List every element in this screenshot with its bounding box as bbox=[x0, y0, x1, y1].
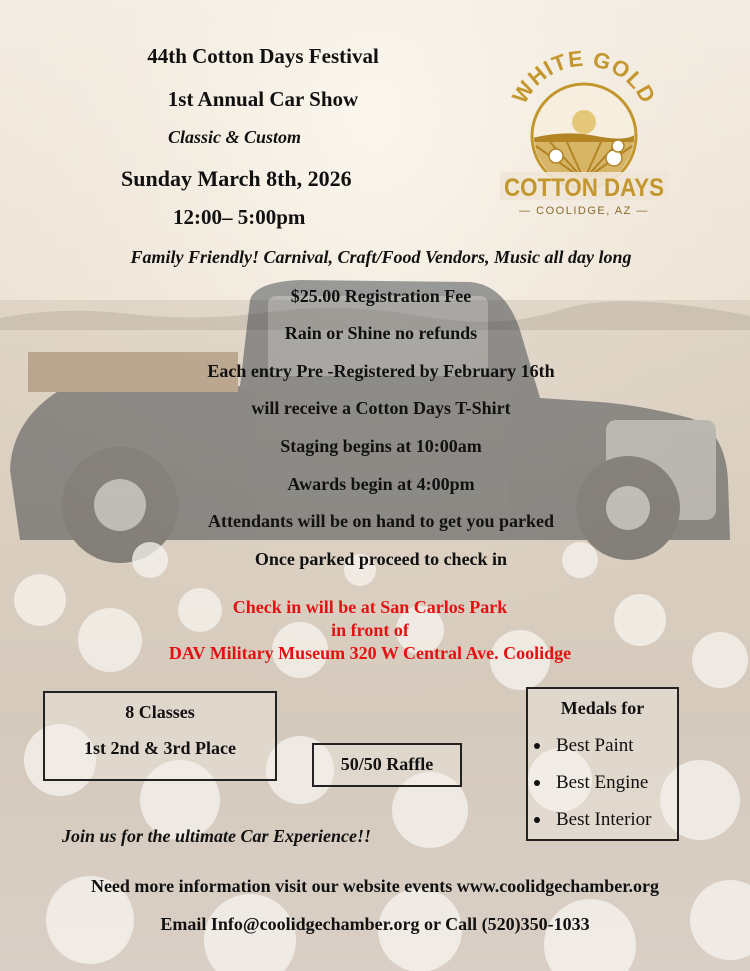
detail-line: Once parked proceed to check in bbox=[254, 549, 508, 569]
logo-main-text: COTTON DAYS bbox=[504, 174, 664, 202]
event-tagline: Family Friendly! Carnival, Craft/Food Vendors, Music all day long bbox=[130, 247, 632, 267]
event-time: 12:00– 5:00pm bbox=[173, 205, 306, 229]
bullet-icon bbox=[534, 817, 540, 823]
medal-item-label: Best Paint bbox=[556, 734, 634, 756]
raffle-label: 50/50 Raffle bbox=[340, 754, 434, 774]
bullet-icon bbox=[534, 780, 540, 786]
detail-line: Attendants will be on hand to get you parked bbox=[207, 511, 555, 531]
event-date: Sunday March 8th, 2026 bbox=[121, 166, 352, 191]
cotton-days-logo bbox=[496, 50, 672, 220]
medals-title: Medals for bbox=[560, 698, 645, 718]
raffle-box bbox=[312, 743, 462, 787]
checkin-address: DAV Military Museum 320 W Central Ave. Coolidge bbox=[168, 643, 572, 663]
event-title: 44th Cotton Days Festival bbox=[147, 44, 379, 68]
classes-count: 8 Classes bbox=[125, 702, 195, 722]
list-item bbox=[528, 727, 652, 764]
medals-list bbox=[528, 727, 652, 838]
medal-item-label: Best Engine bbox=[556, 771, 649, 793]
event-subtitle: 1st Annual Car Show bbox=[167, 87, 359, 111]
checkin-location: Check in will be at San Carlos Park bbox=[232, 597, 508, 617]
event-category: Classic & Custom bbox=[168, 127, 302, 147]
checkin-in-front-of: in front of bbox=[331, 620, 409, 640]
classes-places: 1st 2nd & 3rd Place bbox=[84, 738, 236, 758]
medals-box bbox=[526, 687, 679, 841]
contact-info: Email Info@coolidgechamber.org or Call (520)350-1033 bbox=[160, 914, 590, 934]
detail-line: Each entry Pre -Registered by February 16th bbox=[207, 361, 555, 381]
join-message: Join us for the ultimate Car Experience!! bbox=[62, 826, 372, 846]
detail-line: will receive a Cotton Days T-Shirt bbox=[251, 398, 511, 418]
detail-line: $25.00 Registration Fee bbox=[290, 286, 472, 306]
detail-line: Rain or Shine no refunds bbox=[284, 323, 478, 343]
classes-box bbox=[43, 691, 277, 781]
logo-top-text: WHITE GOLD bbox=[507, 50, 661, 108]
medal-item-label: Best Interior bbox=[556, 808, 652, 830]
website-info: Need more information visit our website events www.coolidgechamber.org bbox=[90, 876, 660, 896]
detail-line: Awards begin at 4:00pm bbox=[287, 474, 475, 494]
detail-line: Staging begins at 10:00am bbox=[280, 436, 482, 456]
list-item bbox=[528, 801, 652, 838]
logo-location-text: — COOLIDGE, AZ — bbox=[519, 205, 649, 217]
list-item bbox=[528, 764, 652, 801]
bullet-icon bbox=[534, 743, 540, 749]
